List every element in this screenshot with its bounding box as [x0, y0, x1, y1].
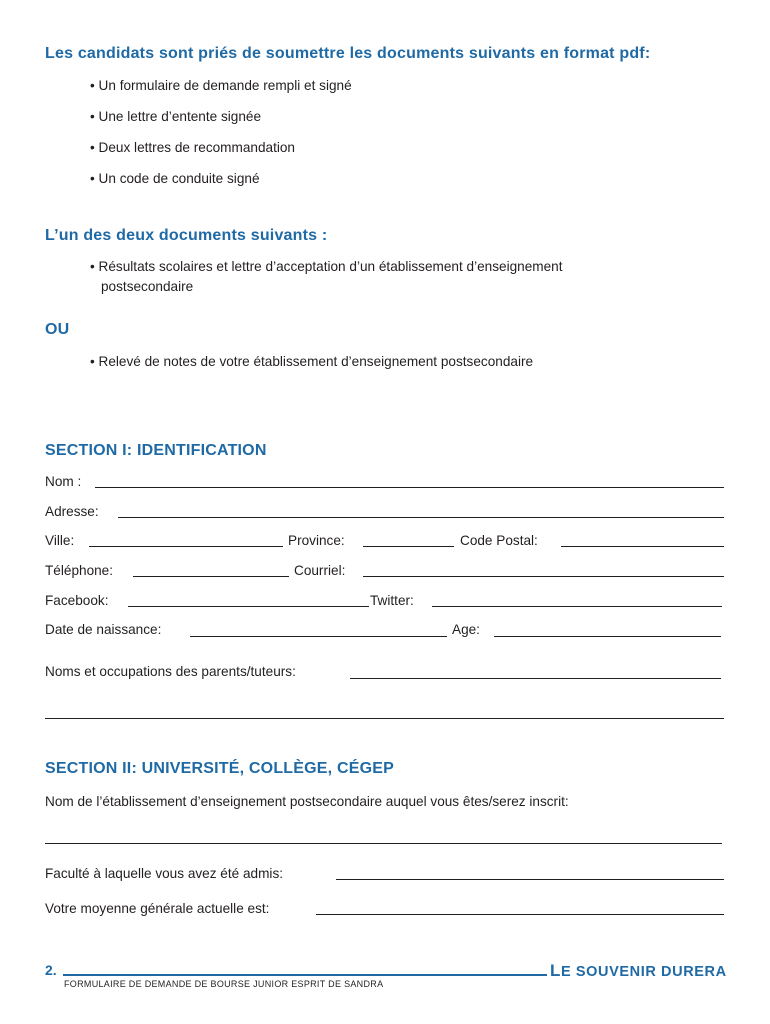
intro-item: • Un formulaire de demande rempli et signé	[90, 78, 352, 93]
adresse-label: Adresse:	[45, 504, 99, 519]
etablissement-label: Nom de l’établissement d’enseignement postsecondaire auquel vous êtes/serez inscrit:	[45, 794, 569, 809]
province-field[interactable]	[363, 546, 454, 547]
code-postal-field[interactable]	[561, 546, 724, 547]
province-label: Province:	[288, 533, 345, 548]
brand-initial: L	[550, 961, 561, 980]
code-postal-label: Code Postal:	[460, 533, 538, 548]
faculte-field[interactable]	[336, 879, 724, 880]
nom-field[interactable]	[95, 487, 724, 488]
brand-logo	[550, 961, 727, 981]
twitter-field[interactable]	[432, 606, 722, 607]
age-field[interactable]	[494, 636, 721, 637]
moyenne-label: Votre moyenne générale actuelle est:	[45, 901, 270, 916]
telephone-field[interactable]	[133, 576, 289, 577]
twitter-label: Twitter:	[370, 593, 414, 608]
facebook-label: Facebook:	[45, 593, 109, 608]
telephone-label: Téléphone:	[45, 563, 114, 578]
ville-label: Ville:	[45, 533, 75, 548]
either-item-line2: postsecondaire	[101, 279, 194, 294]
facebook-field[interactable]	[128, 606, 369, 607]
intro-heading: Les candidats sont priés de soumettre les documents suivants en format pdf:	[45, 45, 651, 62]
date-naissance-label: Date de naissance:	[45, 622, 162, 637]
either-item-line1: • Résultats scolaires et lettre d’acceptation d’un établissement d’enseignement	[90, 259, 563, 274]
intro-item: • Une lettre d’entente signée	[90, 109, 262, 124]
intro-item: • Un code de conduite signé	[90, 171, 260, 186]
ville-field[interactable]	[89, 546, 283, 547]
footer-subtitle: FORMULAIRE DE DEMANDE DE BOURSE JUNIOR ESPRIT DE SANDRA	[64, 979, 384, 989]
adresse-field[interactable]	[118, 517, 724, 518]
etablissement-field[interactable]	[45, 843, 722, 844]
courriel-field[interactable]	[363, 576, 724, 577]
section1-heading: SECTION I: IDENTIFICATION	[45, 442, 267, 459]
brand-rest: E SOUVENIR DURERA	[560, 964, 727, 980]
faculte-label: Faculté à laquelle vous avez été admis:	[45, 866, 284, 881]
nom-label: Nom :	[45, 474, 82, 489]
age-label: Age:	[452, 622, 480, 637]
or-heading: OU	[45, 321, 70, 338]
moyenne-field[interactable]	[316, 914, 724, 915]
page-number: 2.	[45, 962, 57, 978]
parents-field[interactable]	[350, 678, 721, 679]
date-naissance-field[interactable]	[190, 636, 447, 637]
intro-item: • Deux lettres de recommandation	[90, 140, 295, 155]
either-heading: L’un des deux documents suivants :	[45, 227, 328, 244]
section2-heading: SECTION II: UNIVERSITÉ, COLLÈGE, CÉGEP	[45, 760, 394, 777]
parents-field-continued[interactable]	[45, 718, 724, 719]
footer-rule	[63, 974, 547, 976]
or-item: • Relevé de notes de votre établissement d’enseignement postsecondaire	[90, 354, 534, 369]
courriel-label: Courriel:	[294, 563, 346, 578]
parents-label: Noms et occupations des parents/tuteurs:	[45, 664, 296, 679]
